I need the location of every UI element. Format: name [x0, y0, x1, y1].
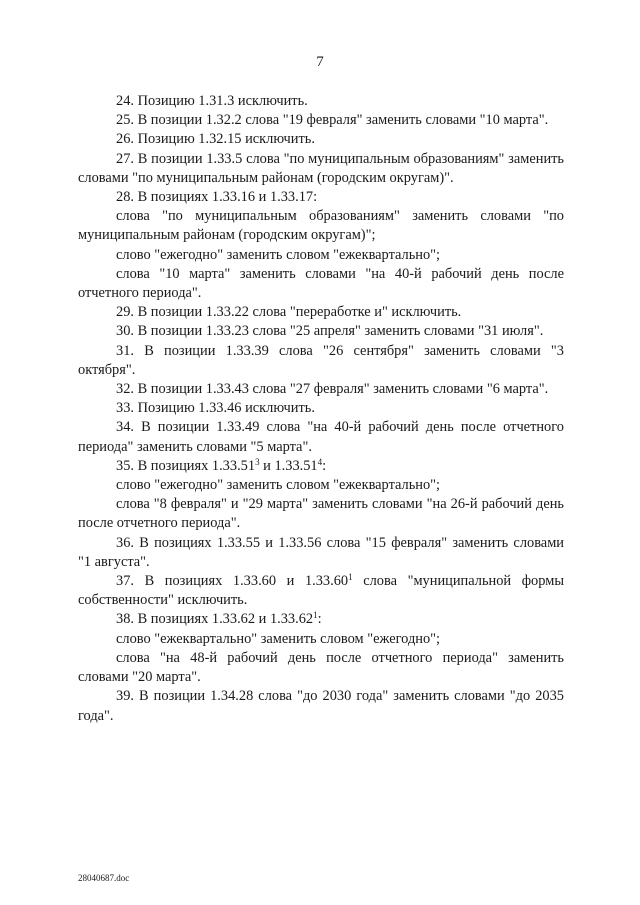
paragraph-item-34: 34. В позиции 1.33.49 слова "на 40-й рабочий день после отчетного периода" заменить словами "5 марта". — [78, 419, 564, 455]
footer-filename: 28040687.doc — [78, 873, 130, 883]
paragraph-item-28-b: слово "ежегодно" заменить словом "ежеквартально"; — [116, 246, 441, 263]
item-38-text: 38. В позициях 1.33.62 и 1.33.62 — [116, 611, 314, 628]
paragraph-item-29: 29. В позиции 1.33.22 слова "переработке и" исключить. — [116, 304, 462, 321]
paragraph-item-35-b: слова "8 февраля" и "29 марта" заменить словами "на 26-й рабочий день после отчетного периода". — [78, 496, 564, 532]
paragraph-item-31: 31. В позиции 1.33.39 слова "26 сентября" заменить словами "3 октября". — [78, 342, 564, 378]
item-35-mid: и 1.33.51 — [259, 457, 318, 474]
paragraph-item-38-b: слова "на 48-й рабочий день после отчетного периода" заменить словами "20 марта". — [78, 649, 564, 686]
item-38-tail: : — [317, 611, 322, 628]
item-35-tail: : — [322, 457, 327, 474]
document-body — [78, 92, 564, 726]
paragraph-item-26: 26. Позицию 1.32.15 исключить. — [116, 131, 315, 148]
paragraph-item-30: 30. В позиции 1.33.23 слова "25 апреля" заменить словами "31 июля". — [116, 323, 544, 340]
item-37-text: 37. В позициях 1.33.60 и 1.33.60 — [116, 573, 349, 590]
item-35-text: 35. В позициях 1.33.51 — [116, 457, 256, 474]
paragraph-item-28-a: слова "по муниципальным образованиям" заменить словами "по муниципальным районам (городским округам)"; — [78, 208, 564, 244]
paragraph-item-38 — [78, 610, 564, 629]
item-37-superscript: 1 — [348, 572, 353, 583]
item-35-superscript-2: 4 — [317, 456, 323, 467]
paragraph-item-35 — [78, 457, 564, 476]
paragraph-item-25: 25. В позиции 1.32.2 слова "19 февраля" заменить словами "10 марта". — [116, 112, 549, 129]
paragraph-item-36: 36. В позициях 1.33.55 и 1.33.56 слова "15 февраля" заменить словами "1 августа". — [78, 534, 564, 570]
paragraph-item-35-a: слово "ежегодно" заменить словом "ежеквартально"; — [116, 477, 441, 494]
paragraph-item-38-a: слово "ежеквартально" заменить словом "ежегодно"; — [116, 630, 441, 647]
paragraph-item-28-c: слова "10 марта" заменить словами "на 40-й рабочий день после отчетного периода". — [78, 265, 564, 302]
paragraph-item-39: 39. В позиции 1.34.28 слова "до 2030 года" заменить словами "до 2035 года". — [78, 688, 564, 724]
paragraph-item-28: 28. В позициях 1.33.16 и 1.33.17: — [116, 189, 318, 206]
item-38-superscript: 1 — [313, 610, 318, 621]
paragraph-item-33: 33. Позицию 1.33.46 исключить. — [116, 400, 315, 417]
paragraph-item-32: 32. В позиции 1.33.43 слова "27 февраля" заменить словами "6 марта". — [116, 381, 549, 398]
item-37-tail: слова "муниципальной формы собственности" исключить. — [78, 573, 564, 609]
paragraph-item-37 — [78, 572, 564, 610]
paragraph-item-27: 27. В позиции 1.33.5 слова "по муниципальным образованиям" заменить словами "по муниципальным районам (городским округам)". — [78, 150, 564, 186]
page-number: 7 — [316, 54, 324, 70]
paragraph-item-24: 24. Позицию 1.31.3 исключить. — [116, 93, 308, 109]
item-35-superscript-1: 3 — [255, 456, 260, 467]
